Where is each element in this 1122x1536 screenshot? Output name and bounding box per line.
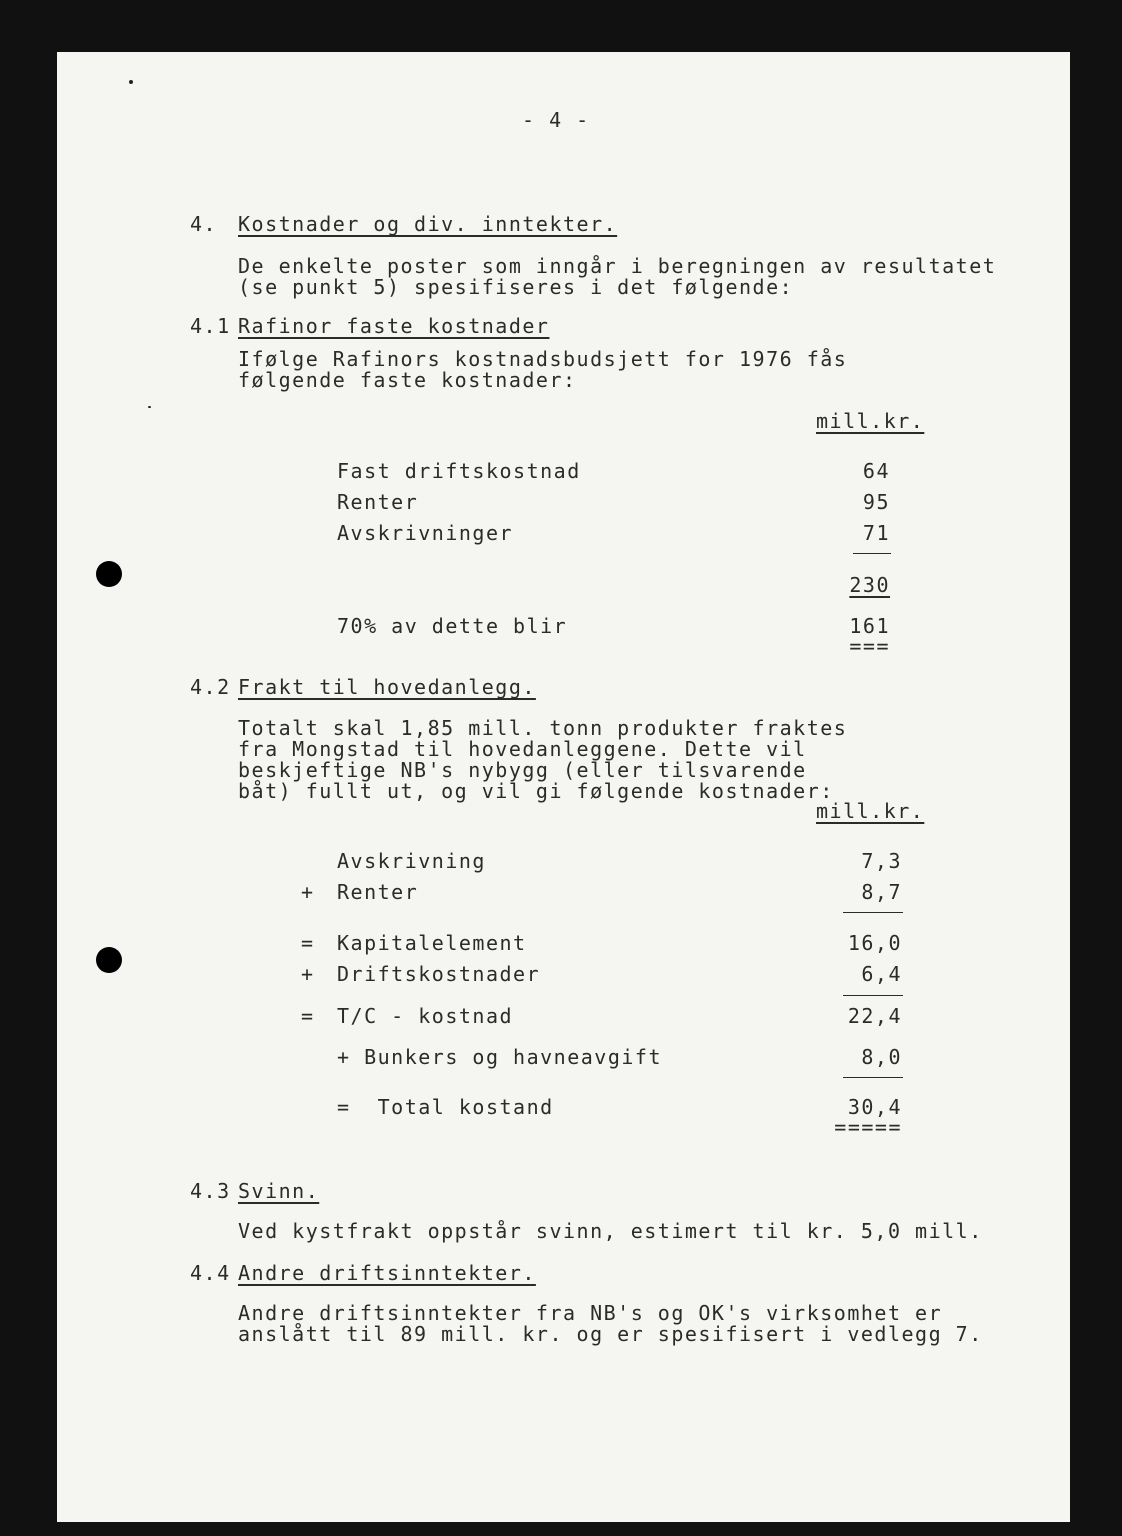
cost-value: 8,0: [861, 1045, 902, 1069]
section-intro-line: De enkelte poster som inngår i beregningen av resultatet: [238, 254, 997, 278]
subsection-intro-line: beskjeftige NB's nybygg (eller tilsvarende: [238, 758, 807, 782]
sum-rule: [843, 1077, 903, 1078]
cost-value: 6,4: [861, 962, 902, 986]
cost-label: Driftskostnader: [337, 962, 541, 986]
section-number: 4.: [190, 212, 218, 236]
cost-label: Renter: [337, 880, 419, 904]
cost-label: Kapitalelement: [337, 931, 527, 955]
unit-header: mill.kr.: [816, 799, 925, 823]
subsection-number: 4.4: [190, 1261, 231, 1285]
subsection-title: Andre driftsinntekter.: [238, 1261, 536, 1285]
section-intro-line: (se punkt 5) spesifiseres i det følgende:: [238, 275, 794, 299]
subsection-intro-line: følgende faste kostnader:: [238, 368, 577, 392]
unit-header: mill.kr.: [816, 409, 925, 433]
cost-label: Avskrivning: [337, 849, 486, 873]
binder-hole-top: [96, 561, 122, 587]
cost-value: 7,3: [861, 849, 902, 873]
cost-label: Fast driftskostnad: [337, 459, 581, 483]
sum-rule: [843, 912, 903, 913]
double-rule: =====: [834, 1115, 902, 1139]
percentage-value: 161: [849, 614, 890, 638]
cost-value: 64: [862, 459, 890, 483]
subsection-number: 4.3: [190, 1179, 231, 1203]
subsection-number: 4.1: [190, 314, 231, 338]
cost-value: 16,0: [847, 931, 902, 955]
subsection-intro-line: Ifølge Rafinors kostnadsbudsjett for 1976 fås: [238, 347, 848, 371]
speck: [148, 406, 151, 408]
sum-rule: [853, 553, 891, 554]
cost-label: + Bunkers og havneavgift: [337, 1045, 662, 1069]
cost-label: Avskrivninger: [337, 521, 514, 545]
operator-sign: +: [301, 962, 315, 986]
total-value: 30,4: [847, 1095, 902, 1119]
subsection-intro-line: Totalt skal 1,85 mill. tonn produkter fraktes: [238, 716, 848, 740]
binder-hole-bottom: [96, 947, 122, 973]
total-label: = Total kostand: [337, 1095, 554, 1119]
cost-value: 22,4: [847, 1004, 902, 1028]
double-rule: ===: [849, 634, 890, 658]
cost-label: T/C - kostnad: [337, 1004, 514, 1028]
sum-value: 230: [849, 573, 890, 597]
sum-rule: [843, 995, 903, 996]
percentage-label: 70% av dette blir: [337, 614, 568, 638]
subsection-text: Ved kystfrakt oppstår svinn, estimert til kr. 5,0 mill.: [238, 1219, 983, 1243]
cost-value: 71: [862, 521, 890, 545]
subsection-intro-line: fra Mongstad til hovedanleggene. Dette vil: [238, 737, 807, 761]
subsection-text-line: anslått til 89 mill. kr. og er spesifisert i vedlegg 7.: [238, 1322, 983, 1346]
subsection-intro-line: båt) fullt ut, og vil gi følgende kostnader:: [238, 779, 834, 803]
page-number: - 4 -: [522, 108, 590, 132]
cost-value: 8,7: [861, 880, 902, 904]
cost-value: 95: [862, 490, 890, 514]
operator-sign: +: [301, 880, 315, 904]
subsection-title: Frakt til hovedanlegg.: [238, 675, 536, 699]
section-title: Kostnader og div. inntekter.: [238, 212, 618, 236]
speck: [129, 80, 133, 84]
operator-sign: =: [301, 931, 315, 955]
cost-label: Renter: [337, 490, 419, 514]
subsection-title: Rafinor faste kostnader: [238, 314, 550, 338]
subsection-number: 4.2: [190, 675, 231, 699]
subsection-text-line: Andre driftsinntekter fra NB's og OK's virksomhet er: [238, 1301, 943, 1325]
subsection-title: Svinn.: [238, 1179, 320, 1203]
operator-sign: =: [301, 1004, 315, 1028]
